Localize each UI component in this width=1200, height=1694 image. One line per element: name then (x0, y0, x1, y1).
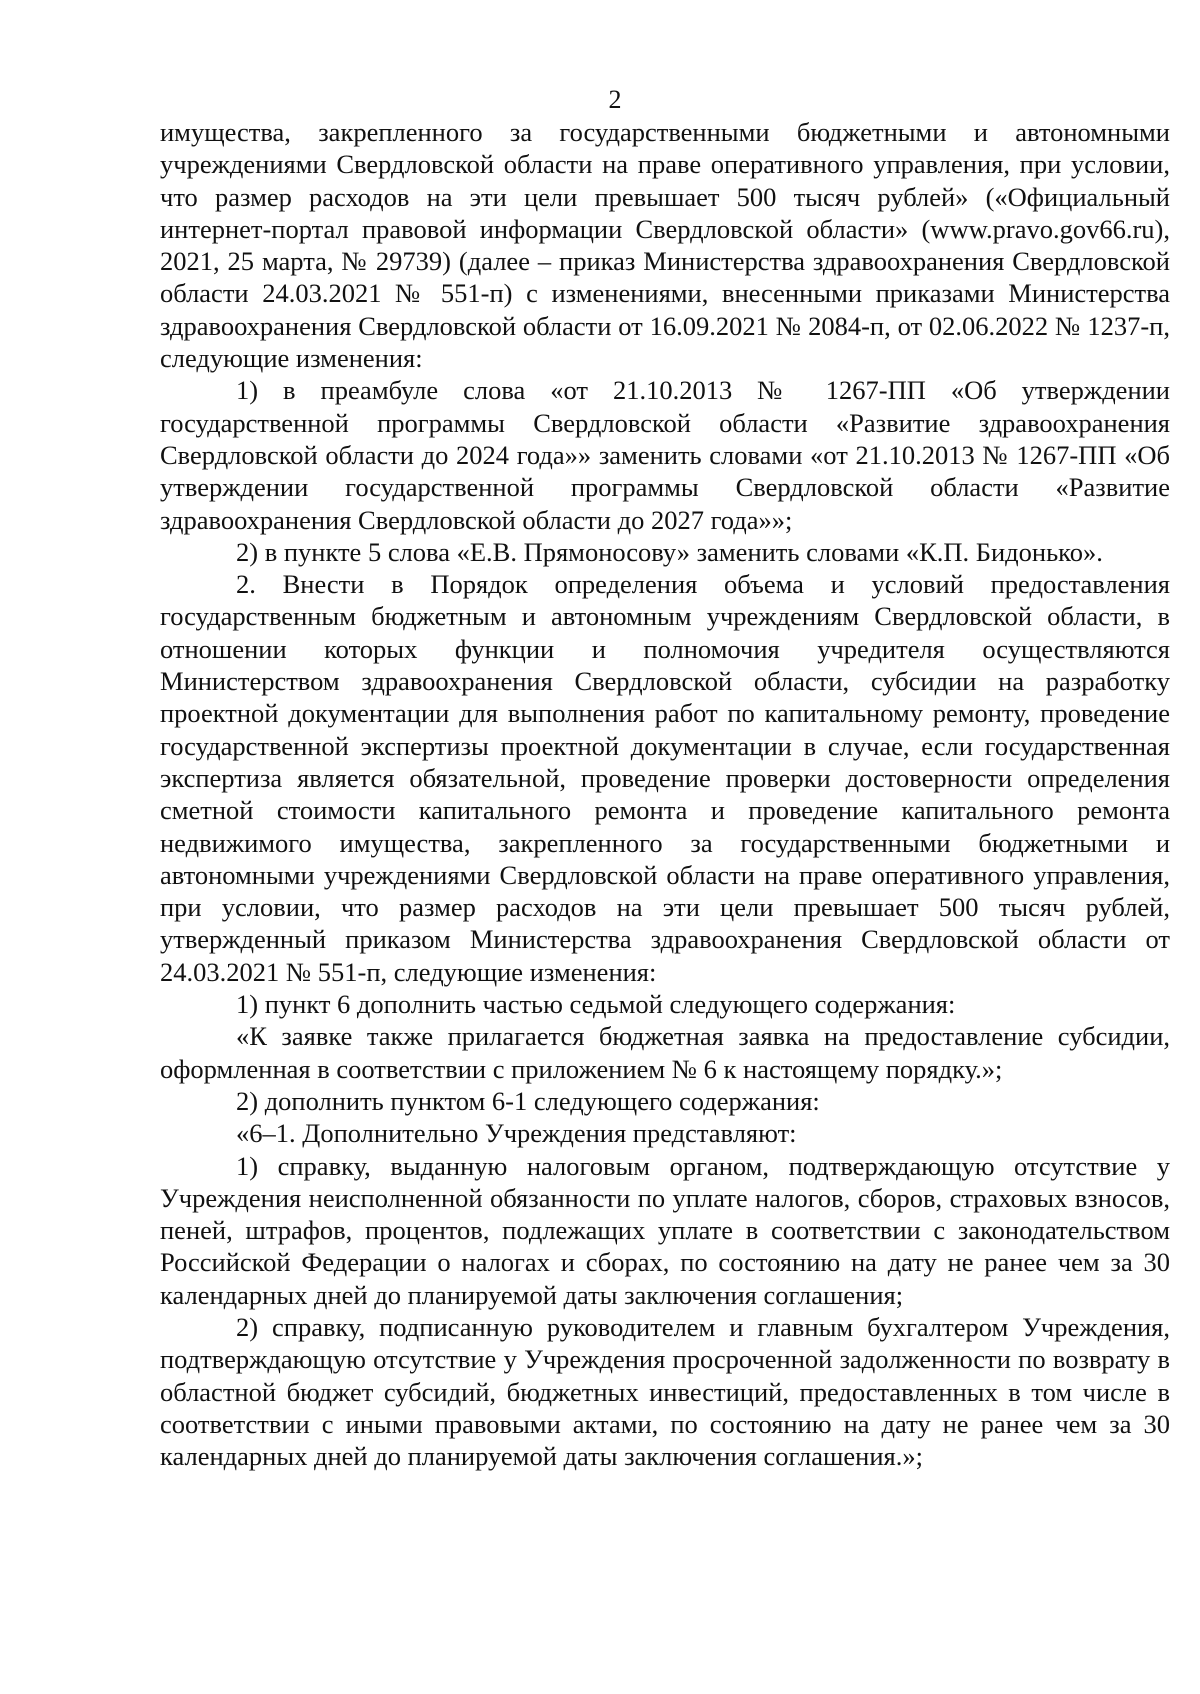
paragraph-quote-application: «К заявке также прилагается бюджетная заявка на предоставление субсидии, оформленная в соответствии с приложением № 6 к настоящему порядку.»; (160, 1021, 1170, 1084)
page-number: 2 (608, 85, 622, 114)
document-body (160, 116, 1170, 1472)
paragraph-continuation: имущества, закрепленного за государственными бюджетными и автономными учреждениями Свердловской области на праве оперативного управления, при условии, что размер расходов на эти цели превышает 500 тысяч рублей» («Официальный интернет-портал правовой информации Свердловской области» (www.pravo.gov66.ru), 2021, 25 марта, № 29739) (далее – приказ Министерства здравоохранения Свердловской области 24.03.2021 № 551-п) с изменениями, внесенными приказами Министерства здравоохранения Свердловской области от 16.09.2021 № 2084-п, от 02.06.2022 № 1237-п, следующие изменения: (160, 117, 1170, 374)
paragraph-section-2: 2. Внести в Порядок определения объема и условий предоставления государственным бюджетным и автономным учреждениям Свердловской области, в отношении которых функции и полномочия учредителя осуществляются Министерством здравоохранения Свердловской области, субсидии на разработку проектной документации для выполнения работ по капитальному ремонту, проведение государственной экспертизы проектной документации в случае, если государственная экспертиза является обязательной, проведение проверки достоверности определения сметной стоимости капитального ремонта и проведение капитального ремонта недвижимого имущества, закрепленного за государственными бюджетными и автономными учреждениями Свердловской области на праве оперативного управления, при условии, что размер расходов на эти цели превышает 500 тысяч рублей, утвержденный приказом Министерства здравоохранения Свердловской области от 24.03.2021 № 551-п, следующие изменения: (160, 569, 1170, 987)
paragraph-item-2-point-5: 2) в пункте 5 слова «Е.В. Прямоносову» заменить словами «К.П. Бидонько». (236, 536, 1103, 567)
paragraph-item-1-preamble: 1) в преамбуле слова «от 21.10.2013 № 1267-ПП «Об утверждении государственной программы Свердловской области «Развитие здравоохранения Свердловской области до 2024 года»» заменить словами «от 21.10.2013 № 1267-ПП «Об утверждении государственной программы Свердловской области «Развитие здравоохранения Свердловской области до 2027 года»»; (160, 375, 1170, 535)
paragraph-amend-point-6: 1) пункт 6 дополнить частью седьмой следующего содержания: (236, 989, 956, 1020)
paragraph-tax-certificate: 1) справку, выданную налоговым органом, подтверждающую отсутствие у Учреждения неисполненной обязанности по уплате налогов, сборов, страховых взносов, пеней, штрафов, процентов, подлежащих уплате в соответствии с законодательством Российской Федерации о налогах и сборах, по состоянию на дату не ранее чем за 30 календарных дней до планируемой даты заключения соглашения; (160, 1150, 1170, 1310)
paragraph-point-6-1-intro: «6–1. Дополнительно Учреждения представляют: (236, 1118, 797, 1149)
paragraph-debt-certificate: 2) справку, подписанную руководителем и главным бухгалтером Учреждения, подтверждающую отсутствие у Учреждения просроченной задолженности по возврату в областной бюджет субсидий, бюджетных инвестиций, предоставленных в том числе в соответствии с иными правовыми актами, по состоянию на дату не ранее чем за 30 календарных дней до планируемой даты заключения соглашения.»; (160, 1311, 1170, 1472)
paragraph-add-point-6-1: 2) дополнить пунктом 6-1 следующего содержания: (236, 1085, 820, 1116)
